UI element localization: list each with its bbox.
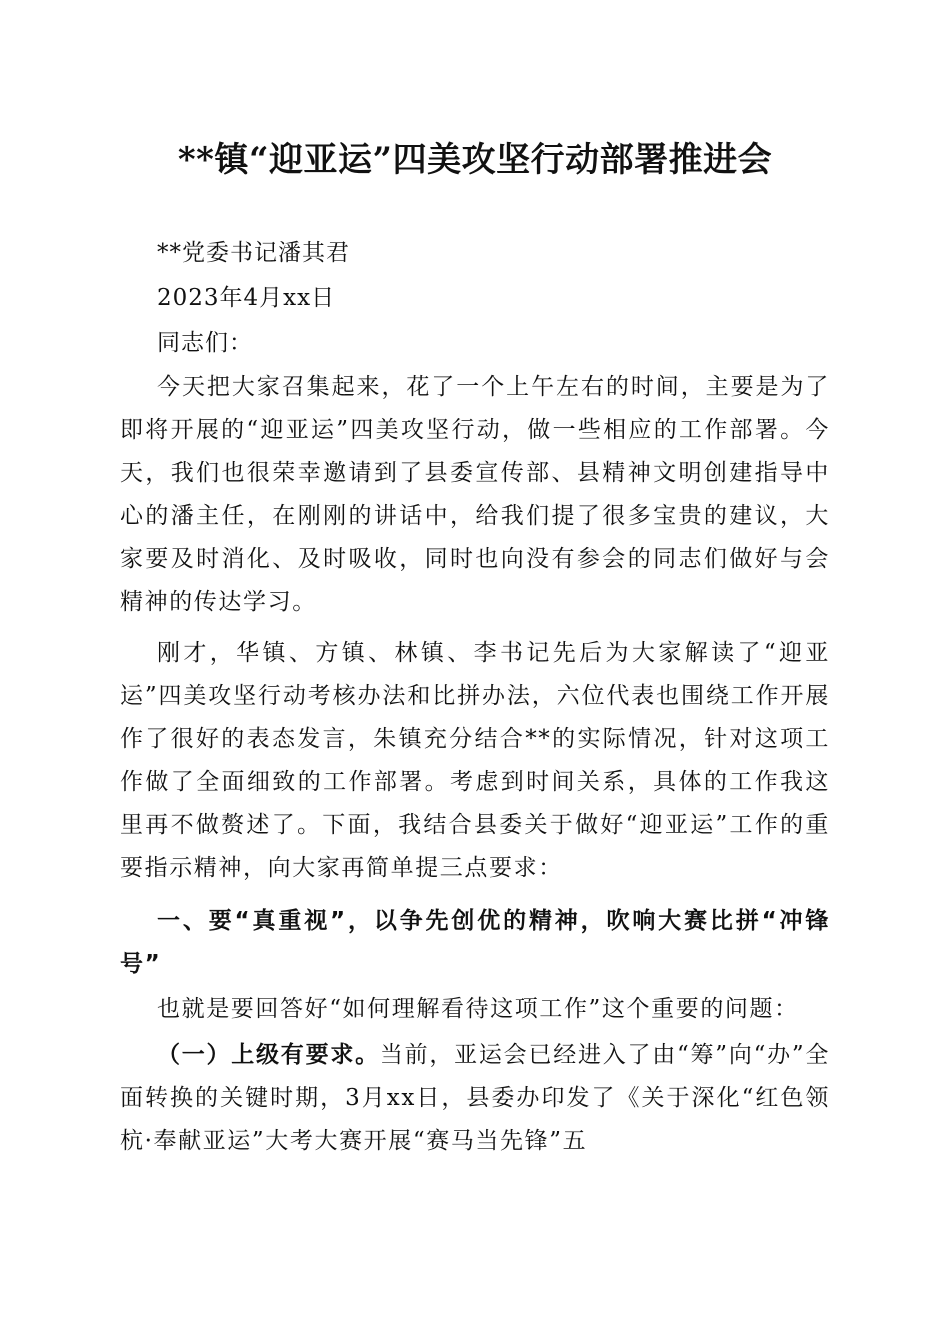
date-line: 2023年4月xx日: [157, 285, 336, 311]
paragraph-text: 当前，亚运会已经进入了由“筹”向“办”全面转换的关键时期，3月xx日，县委办印发了《关于深化“红色领杭·奉献亚运”大考大赛开展“赛马当先锋”五: [120, 1042, 830, 1154]
sub-heading-1: （一）上级有要求。: [157, 1041, 380, 1068]
paragraph-question: 也就是要回答好“如何理解看待这项工作”这个重要的问题：: [157, 996, 799, 1022]
paragraph-superior-requirements: [120, 1033, 830, 1163]
document-title: **镇“迎亚运”四美攻坚行动部署推进会: [177, 140, 773, 180]
section-heading-1: 一、要“真重视”，以争先创优的精神，吹响大赛比拼“冲锋号”: [120, 908, 830, 977]
paragraph-opening: [120, 366, 830, 624]
paragraph-text: 刚才，华镇、方镇、林镇、李书记先后为大家解读了“迎亚运”四美攻坚行动考核办法和比拼办法，六位代表也围绕工作开展作了很好的表态发言，朱镇充分结合**的实际情况，针对这项工作做了全面细致的工作部署。考虑到时间关系，具体的工作我这里再不做赘述了。下面，我结合县委关于做好“迎亚运”工作的重要指示精神，向大家再简单提三点要求：: [120, 640, 830, 881]
paragraph-review: [120, 632, 830, 890]
salutation-line: 同志们：: [157, 330, 253, 356]
paragraph-text: 今天把大家召集起来，花了一个上午左右的时间，主要是为了即将开展的“迎亚运”四美攻坚行动，做一些相应的工作部署。今天，我们也很荣幸邀请到了县委宣传部、县精神文明创建指导中心的潘主任，在刚刚的讲话中，给我们提了很多宝贵的建议，大家要及时消化、及时吸收，同时也向没有参会的同志们做好与会精神的传达学习。: [120, 374, 830, 615]
speaker-line: **党委书记潘其君: [157, 240, 350, 266]
